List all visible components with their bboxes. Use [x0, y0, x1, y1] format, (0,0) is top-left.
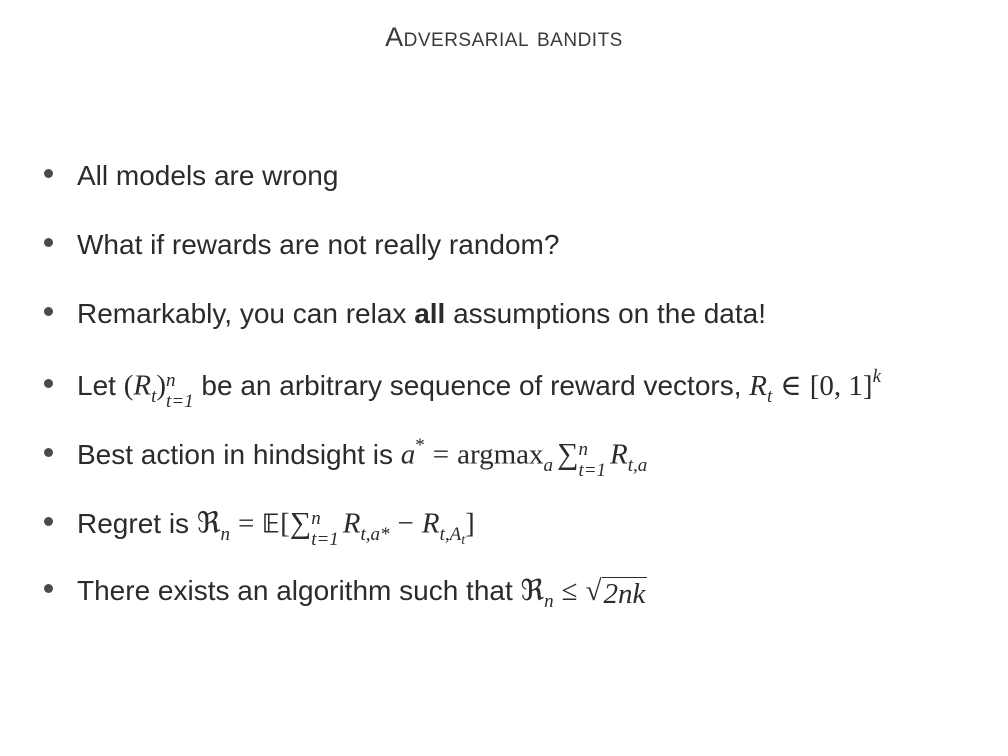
- math-subscript: t,a*: [360, 523, 390, 545]
- expectation-symbol-icon: 𝔼: [262, 509, 281, 540]
- bullet-item: [44, 505, 475, 550]
- math-subscript: t: [767, 385, 773, 407]
- bullet-text-before: There exists an algorithm such that: [77, 575, 521, 606]
- sum-symbol-icon: ∑: [289, 506, 312, 540]
- math-superscript: k: [872, 365, 882, 387]
- bullet-dot-icon: [44, 517, 53, 526]
- math-operator: =: [237, 507, 255, 540]
- sum-symbol-icon: ∑: [557, 437, 579, 471]
- math-subscript: t: [151, 385, 157, 407]
- math-subscript: a: [543, 454, 554, 476]
- math-subscript: n: [220, 523, 230, 545]
- math-subscript: t=1: [166, 391, 194, 412]
- math-operator: −: [397, 507, 414, 540]
- sqrt-symbol-icon: √: [585, 575, 602, 607]
- math-interval: [0, 1]: [809, 369, 873, 402]
- bullet-text-before: Let: [77, 369, 124, 401]
- bullet-dot-icon: [44, 584, 53, 593]
- math-radicand: 2nk: [603, 578, 646, 610]
- math-subscript: t,a: [627, 454, 648, 476]
- bullet-item: [44, 231, 559, 259]
- bullet-item: [44, 162, 338, 190]
- math-subscript: t: [461, 532, 466, 548]
- math-symbol: ℜ: [196, 505, 221, 540]
- bullet-dot-icon: [44, 448, 53, 457]
- math-operator: =: [432, 438, 450, 471]
- math-symbol: R: [421, 507, 440, 540]
- bullet-dot-icon: [44, 307, 53, 316]
- math-symbol: R: [749, 369, 767, 402]
- regret-bound-formula: [520, 573, 648, 612]
- math-subscript: t=1: [578, 460, 607, 481]
- math-operator: ≤: [561, 575, 578, 607]
- bullet-text: What if rewards are not really random?: [77, 229, 560, 260]
- math-subscript: t=1: [311, 529, 339, 550]
- bullet-item: [44, 434, 648, 481]
- bullet-item: [44, 573, 647, 612]
- math-symbol: a: [400, 438, 416, 471]
- bullet-item: [44, 300, 766, 328]
- math-bracket: ]: [465, 507, 475, 540]
- math-paren: (: [123, 369, 134, 402]
- math-function: argmax: [457, 438, 544, 471]
- math-symbol: ℜ: [520, 573, 545, 607]
- bullet-item: [44, 365, 882, 412]
- sequence-formula: [123, 369, 194, 412]
- math-superscript: *: [415, 434, 425, 456]
- best-action-formula: [400, 434, 648, 481]
- math-bracket: [: [280, 507, 290, 540]
- math-subscript: t,A: [439, 523, 462, 545]
- math-superscript: n: [311, 508, 321, 529]
- math-symbol: R: [342, 507, 361, 540]
- bullet-text-middle: be an arbitrary sequence of reward vectors,: [193, 369, 750, 401]
- bullet-dot-icon: [44, 379, 53, 388]
- math-paren: ): [156, 369, 167, 402]
- math-operator: ∈: [780, 369, 802, 402]
- bullet-dot-icon: [44, 169, 53, 178]
- math-superscript: n: [578, 439, 588, 460]
- bullet-dot-icon: [44, 238, 53, 247]
- bullet-emphasis: all: [414, 298, 446, 329]
- bullet-text-after: assumptions on the data!: [445, 298, 766, 329]
- vector-formula: [749, 365, 882, 407]
- bullet-text-before: Remarkably, you can relax: [77, 298, 415, 329]
- math-subscript: n: [544, 591, 554, 612]
- math-symbol: R: [610, 438, 628, 471]
- bullet-text-before: Regret is: [77, 507, 197, 539]
- math-superscript: n: [166, 370, 176, 391]
- slide-title: Adversarial bandits: [385, 22, 623, 52]
- bullet-text-before: Best action in hindsight is: [77, 438, 401, 470]
- regret-formula: [196, 505, 475, 550]
- math-symbol: R: [133, 369, 152, 402]
- bullet-text: All models are wrong: [77, 160, 339, 191]
